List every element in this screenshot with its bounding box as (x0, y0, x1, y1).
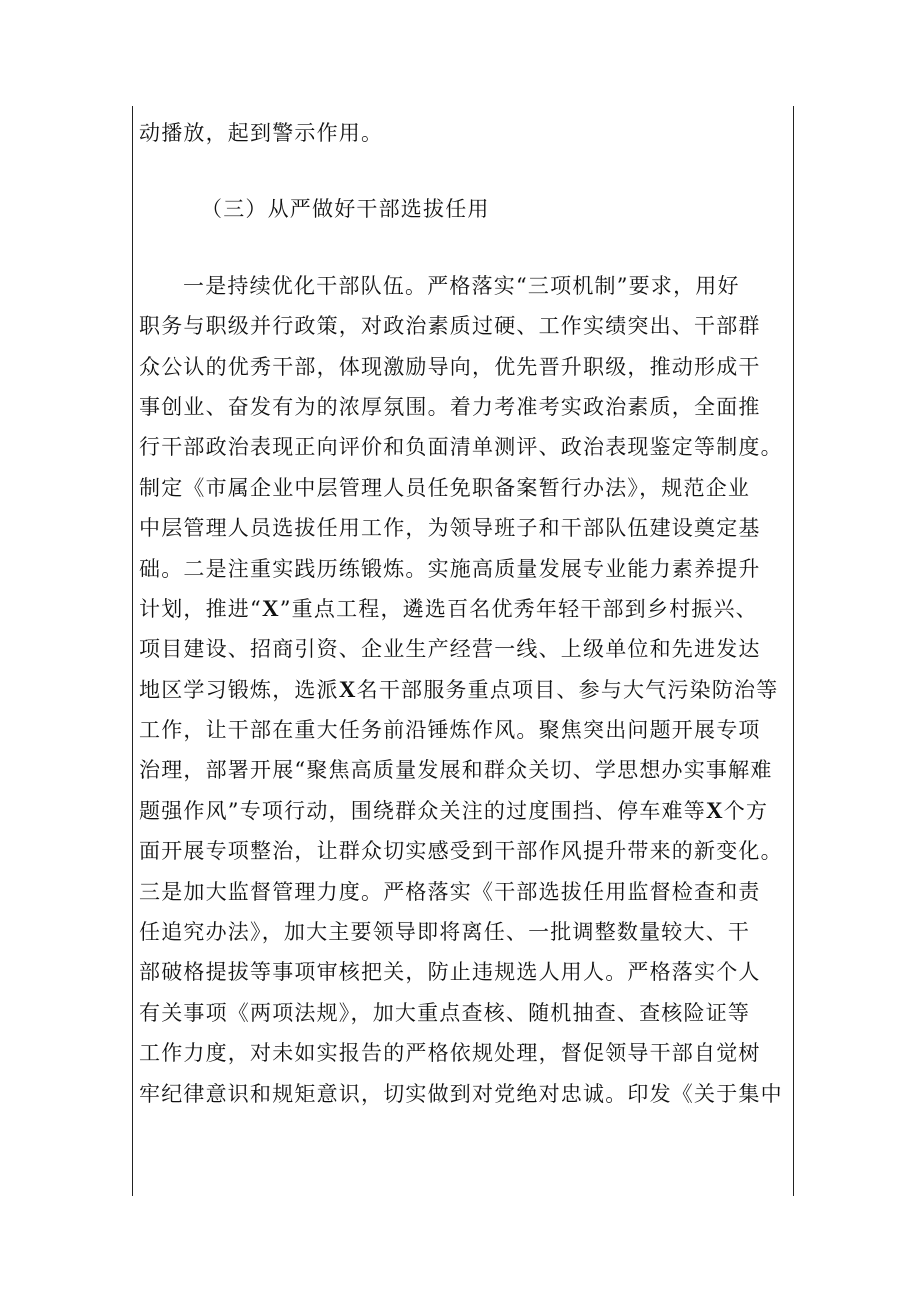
continued-text-line: 动播放，起到警示作用。 (139, 121, 384, 145)
paragraph-line: 面开展专项整治，让群众切实感受到干部作风提升带来的新变化。 (139, 839, 783, 864)
paragraph-line: 职务与职级并行政策，对政治素质过硬、工作实绩突出、干部群 (139, 314, 761, 339)
paragraph-line: 众公认的优秀干部，体现激励导向，优先晋升职级，推动形成干 (139, 354, 761, 379)
paragraph-line: 础。二是注重实践历练锻炼。实施高质量发展专业能力素养提升 (139, 556, 761, 581)
paragraph-line: 部破格提拔等事项审核把关，防止违规选人用人。严格落实个人 (139, 960, 761, 985)
paragraph (139, 266, 787, 1114)
paragraph-line: 事创业、奋发有为的浓厚氛围。着力考准考实政治素质，全面推 (139, 394, 761, 419)
paragraph-line: 地区学习锻炼，选派X名干部服务重点项目、参与大气污染防治等 (139, 676, 779, 702)
paragraph-line: 计划，推进“X”重点工程，遴选百名优秀年轻干部到乡村振兴、 (139, 595, 758, 621)
paragraph-line: 中层管理人员选拔任用工作，为领导班子和干部队伍建设奠定基 (139, 516, 761, 541)
left-border-line (132, 106, 133, 1196)
paragraph-line: 有关事项《两项法规》，加大重点查核、随机抽查、查核险证等 (139, 1000, 751, 1025)
paragraph-line: 制定《市属企业中层管理人员任免职备案暂行办法》，规范企业 (139, 475, 751, 500)
paragraph-line: 工作，让干部在重大任务前沿锤炼作风。聚焦突出问题开展专项 (139, 718, 761, 743)
paragraph-line: 项目建设、招商引资、企业生产经营一线、上级单位和先进发达 (139, 637, 761, 662)
right-border-line (793, 106, 794, 1196)
paragraph-line: 一是持续优化干部队伍。严格落实“三项机制”要求，用好 (183, 273, 740, 298)
document-body (139, 113, 787, 1114)
paragraph-line: 牢纪律意识和规矩意识，切实做到对党绝对忠诚。印发《关于集中 (139, 1081, 783, 1106)
paragraph-line: 任追究办法》，加大主要领导即将离任、一批调整数量较大、干 (139, 920, 751, 945)
paragraph-line: 三是加大监督管理力度。严格落实《干部选拔任用监督检查和责 (139, 879, 761, 904)
paragraph-line: 工作力度，对未如实报告的严格依规处理，督促领导干部自觉树 (139, 1041, 761, 1066)
paragraph-line: 治理，部署开展“聚焦高质量发展和群众关切、学思想办实事解难 (139, 758, 773, 783)
paragraph-line: 题强作风”专项行动，围绕群众关注的过度围挡、停车难等X个方 (139, 797, 769, 823)
section-heading: （三）从严做好干部选拔任用 (201, 197, 490, 222)
paragraph-line: 行干部政治表现正向评价和负面清单测评、政治表现鉴定等制度。 (139, 435, 783, 460)
